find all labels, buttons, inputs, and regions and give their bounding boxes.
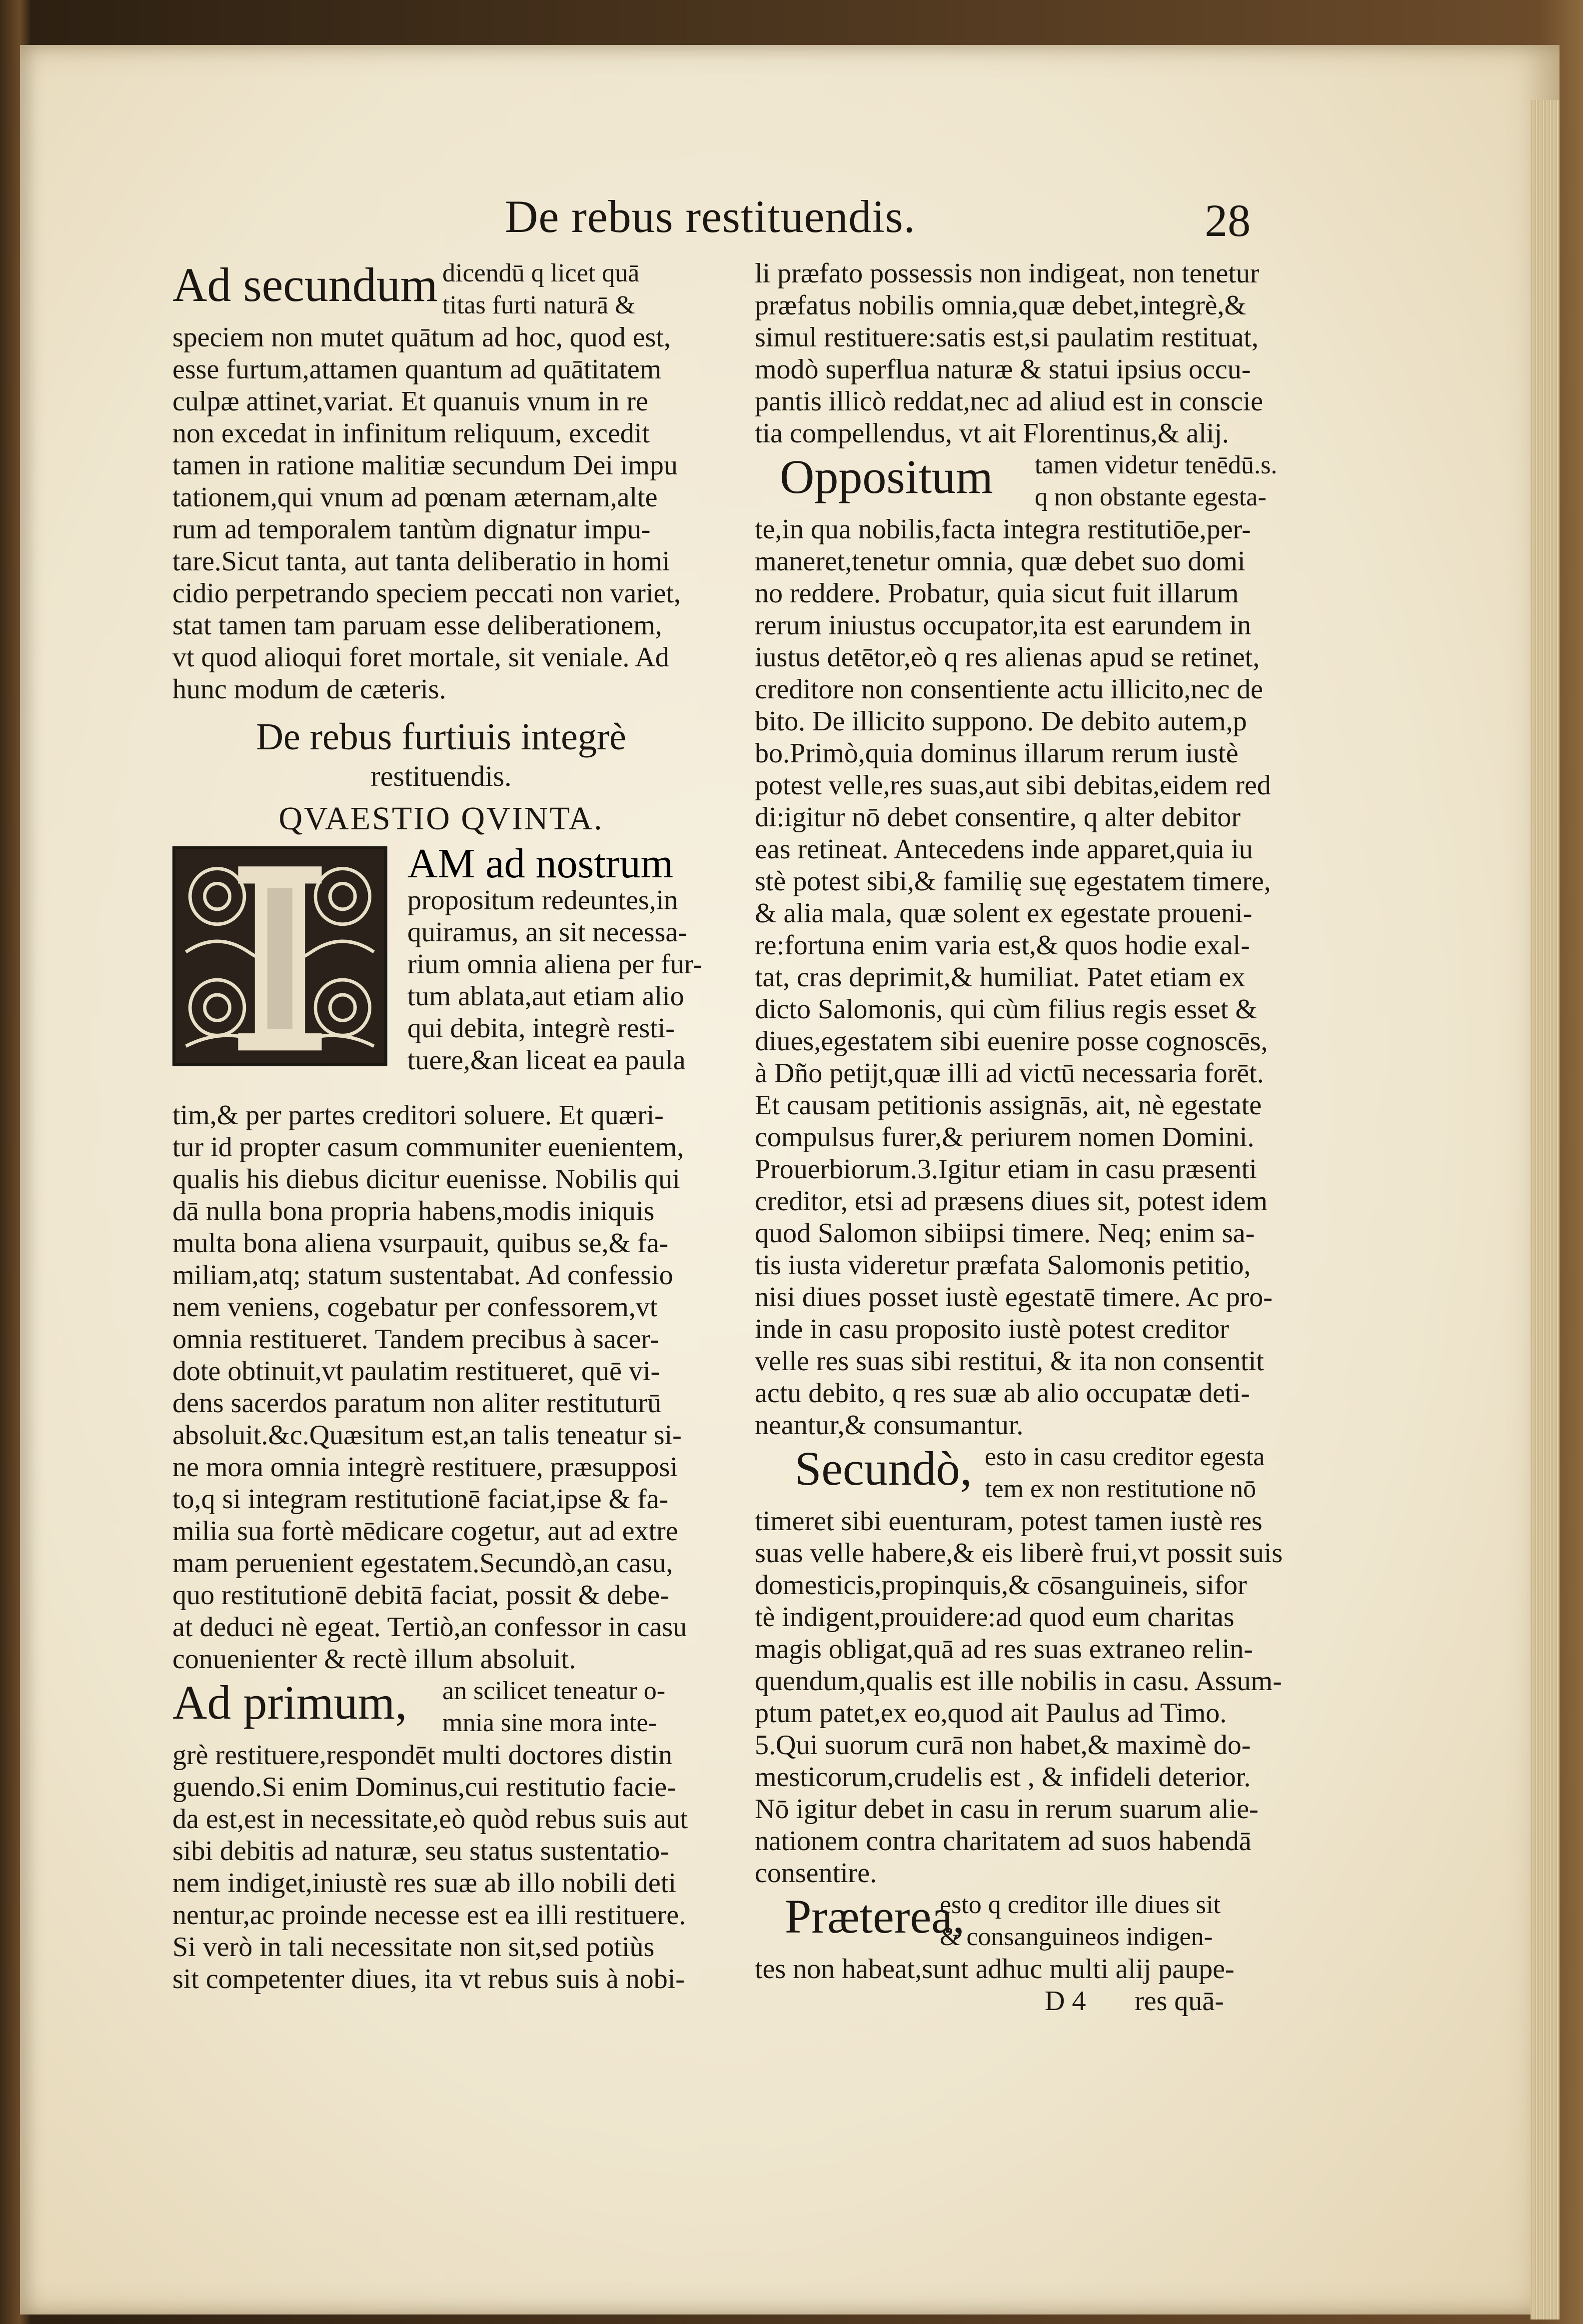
text-line: creditore non consentiente actu illicito,nec de — [755, 674, 1263, 705]
text-line: velle res suas sibi restitui, & ita non consentit — [755, 1346, 1264, 1377]
text-line: absoluit.&c.Quæsitum est,an talis teneatur si- — [172, 1420, 682, 1451]
text-line: quiramus, an sit necessa- — [407, 917, 687, 948]
text-line: inde in casu proposito iustè potest creditor — [755, 1314, 1229, 1345]
text-line: potest velle,res suas,aut sibi debitas,eidem red — [755, 770, 1271, 801]
text-line: guendo.Si enim Dominus,cui restitutio facie- — [172, 1772, 676, 1803]
text-line: compulsus furer,& periurem nomen Domini. — [755, 1122, 1255, 1153]
text-line: mnia sine mora inte- — [442, 1709, 657, 1737]
text-line: cidio perpetrando speciem peccati non variet, — [172, 578, 681, 609]
text-line: esse furtum,attamen quantum ad quātitatem — [172, 354, 662, 385]
text-line: dote obtinuit,vt paulatim restitueret, quē vi- — [172, 1356, 660, 1387]
paragraph — [755, 257, 1295, 449]
text-line: at deduci nè egeat. Tertiò,an confessor in casu — [172, 1612, 687, 1643]
paragraph — [172, 1739, 710, 1995]
text-line: tia compellendus, vt ait Florentinus,& alij. — [755, 418, 1229, 449]
text-line: esto in casu creditor egesta — [985, 1443, 1265, 1471]
paragraph — [172, 1099, 710, 1675]
text-line: pantis illicò reddat,nec ad aliud est in conscie — [755, 386, 1263, 417]
text-line: stè potest sibi,& familię suę egestatem timere, — [755, 866, 1271, 897]
text-line: maneret,tenetur omnia, quæ debet suo domi — [755, 546, 1246, 577]
text-line: dā nulla bona propria habens,modis iniquis — [172, 1196, 655, 1227]
section-heading: De rebus furtiuis integrè — [256, 716, 626, 758]
text-line: à Dño petijt,quæ illi ad victū necessaria forēt. — [755, 1058, 1264, 1089]
text-line: mesticorum,crudelis est , & infideli deterior. — [755, 1762, 1251, 1793]
text-line: dicto Salomonis, qui cùm filius regis esset & — [755, 994, 1257, 1025]
text-line: te,in qua nobilis,facta integra restitutiōe,per- — [755, 514, 1251, 545]
decorated-initial-i-icon — [172, 846, 387, 1066]
text-line: diues,egestatem sibi euenire posse cognoscēs, — [755, 1026, 1268, 1057]
text-line: creditor, etsi ad præsens diues sit, potest idem — [755, 1186, 1268, 1217]
text-line: Prouerbiorum.3.Igitur etiam in casu præsenti — [755, 1154, 1257, 1185]
lead-word: Oppositum — [780, 450, 993, 503]
text-line: tes non habeat,sunt adhuc multi alij paupe- — [755, 1954, 1235, 1985]
text-line: tuere,&an liceat ea paula — [407, 1045, 686, 1076]
signature-mark: D 4 — [1045, 1986, 1086, 2017]
initial-adjacent-text — [407, 840, 712, 1076]
text-line: omnia restitueret. Tandem precibus à sacer- — [172, 1324, 659, 1355]
text-line: nationem contra charitatem ad suos habendā — [755, 1826, 1252, 1857]
paragraph-lead-row — [172, 1675, 710, 1739]
section-subheading: restituendis. — [370, 760, 512, 792]
paragraph-lead-row — [172, 257, 710, 321]
text-line: tum ablata,aut etiam alio — [407, 981, 684, 1012]
text-line: hunc modum de cæteris. — [172, 674, 446, 705]
page-edges — [1531, 100, 1560, 2320]
text-line: conuenienter & rectè illum absoluit. — [172, 1644, 576, 1675]
text-line: li præfato possessis non indigeat, non tenetur — [755, 258, 1260, 289]
text-line: tamen in ratione malitiæ secundum Dei impu — [172, 450, 678, 481]
text-line: 5.Qui suorum curā non habet,& maximè do- — [755, 1730, 1251, 1761]
lead-side-text — [940, 1889, 1221, 1953]
folio-number: 28 — [1205, 195, 1251, 246]
paragraph-lead-row — [755, 1441, 1295, 1505]
text-line: neantur,& consumantur. — [755, 1410, 1024, 1441]
text-line: stat tamen tam paruam esse deliberationem, — [172, 610, 662, 641]
lead-word: Secundò, — [795, 1442, 972, 1495]
text-line: speciem non mutet quātum ad hoc, quod est, — [172, 322, 671, 353]
text-line: AM ad nostrum — [407, 840, 673, 887]
text-line: & consanguineos indigen- — [940, 1923, 1213, 1951]
text-line: modò superflua naturæ & statui ipsius occu- — [755, 354, 1251, 385]
text-line: non excedat in infinitum reliquum, excedit — [172, 418, 650, 449]
text-line: qualis his diebus dicitur euenisse. Nobilis qui — [172, 1164, 680, 1195]
paragraph — [755, 513, 1295, 1441]
text-line: tat, cras deprimit,& humiliat. Patet etiam ex — [755, 962, 1246, 993]
text-line: propositum redeuntes,in — [407, 885, 678, 916]
text-line: actu debito, q res suæ ab alio occupatæ deti- — [755, 1378, 1250, 1409]
text-line: titas furti naturā & — [442, 291, 635, 319]
text-line: rium omnia aliena per fur- — [407, 949, 702, 980]
text-line: nem veniens, cogebatur per confessorem,vt — [172, 1292, 658, 1323]
text-line: rum ad temporalem tantùm dignatur impu- — [172, 514, 651, 545]
text-line: mam peruenient egestatem.Secundò,an casu, — [172, 1548, 673, 1579]
text-line: consentire. — [755, 1858, 877, 1889]
text-line: iustus detētor,eò q res alienas apud se retinet, — [755, 642, 1260, 673]
text-line: sit competenter diues, ita vt rebus suis à nobi- — [172, 1964, 685, 1995]
text-line: q non obstante egesta- — [1035, 483, 1267, 511]
text-line: sibi debitis ad naturæ, seu status sustentatio- — [172, 1836, 669, 1867]
lead-side-text — [442, 257, 639, 321]
text-line: nisi diues posset iustè egestatē timere. Ac pro- — [755, 1282, 1273, 1313]
right-column — [755, 257, 1295, 2017]
text-line: da est,est in necessitate,eò quòd rebus suis aut — [172, 1804, 688, 1835]
text-line: grè restituere,respondēt multi doctores distin — [172, 1740, 672, 1771]
running-head: De rebus restituendis. — [505, 191, 916, 242]
text-line: Nō igitur debet in casu in rerum suarum alie- — [755, 1794, 1259, 1825]
text-line: culpæ attinet,variat. Et quanuis vnum in re — [172, 386, 648, 417]
text-line: re:fortuna enim varia est,& quos hodie exal- — [755, 930, 1250, 961]
lead-word: Præterea, — [785, 1890, 965, 1943]
text-line: & alia mala, quæ solent ex egestate proueni- — [755, 898, 1253, 929]
paragraph-lead-row — [755, 1889, 1295, 1953]
text-line: vt quod alioqui foret mortale, sit veniale. Ad — [172, 642, 669, 673]
text-line: eas retineat. Antecedens inde apparet,quia iu — [755, 834, 1253, 865]
text-line: præfatus nobilis omnia,quæ debet,integrè,& — [755, 290, 1246, 321]
text-line: nem indiget,iniustè res suæ ab illo nobili deti — [172, 1868, 676, 1899]
text-line: simul restituere:satis est,si paulatim restituat, — [755, 322, 1259, 353]
text-line: magis obligat,quā ad res suas extraneo relin- — [755, 1634, 1253, 1665]
text-line: quendum,qualis est ille nobilis in casu. Assum- — [755, 1666, 1282, 1697]
text-line: bito. De illicito suppono. De debito autem,p — [755, 706, 1247, 737]
text-line: esto q creditor ille diues sit — [940, 1891, 1221, 1919]
left-column — [172, 257, 710, 1995]
text-line: tamen videtur tenēdū.s. — [1035, 451, 1278, 479]
lead-side-text — [985, 1441, 1265, 1505]
text-line: tur id propter casum communiter euenientem, — [172, 1132, 684, 1163]
initial-paragraph-block — [172, 840, 710, 1099]
text-line: to,q si integram restitutionē faciat,ipse & fa- — [172, 1484, 669, 1515]
text-line: tim,& per partes creditori soluere. Et quæri- — [172, 1100, 664, 1131]
text-line: tis iusta videretur præfata Salomonis petitio, — [755, 1250, 1251, 1281]
text-line: quod Salomon sibiipsi timere. Neq; enim sa- — [755, 1218, 1255, 1249]
paragraph — [755, 1505, 1295, 1889]
lead-word: Ad primum, — [172, 1676, 407, 1729]
text-line: Et causam petitionis assignās, ait, nè egestate — [755, 1090, 1262, 1121]
text-line: nentur,ac proinde necesse est ea illi restituere. — [172, 1900, 686, 1931]
page-footer — [755, 1985, 1295, 2017]
text-line: tem ex non restitutione nō — [985, 1475, 1257, 1503]
text-line: suas velle habere,& eis liberè frui,vt possit suis — [755, 1538, 1283, 1569]
paragraph-lead-row — [755, 449, 1295, 513]
text-line: quo restitutionē debitā faciat, possit & debe- — [172, 1580, 669, 1611]
catchword: res quā- — [1135, 1986, 1224, 2017]
lead-side-text — [1035, 449, 1277, 513]
text-line: ne mora omnia integrè restituere, præsupposi — [172, 1452, 678, 1483]
text-line: tè indigent,prouidere:ad quod eum charitas — [755, 1602, 1235, 1633]
text-line: rerum iniustus occupator,ita est earundem in — [755, 610, 1252, 641]
text-line: qui debita, integrè resti- — [407, 1013, 675, 1044]
lead-side-text — [442, 1675, 665, 1739]
text-line: multa bona aliena vsurpauit, quibus se,& fa- — [172, 1228, 669, 1259]
text-line: Si verò in tali necessitate non sit,sed potiùs — [172, 1932, 655, 1963]
text-line: domesticis,propinquis,& cōsanguineis, sifor — [755, 1570, 1247, 1601]
paragraph — [172, 321, 710, 705]
text-line: timeret sibi euenturam, potest tamen iustè res — [755, 1506, 1263, 1537]
text-line: ptum patet,ex eo,quod ait Paulus ad Timo. — [755, 1698, 1227, 1729]
text-line: tare.Sicut tanta, aut tanta deliberatio in homi — [172, 546, 670, 577]
text-line: dicendū q licet quā — [442, 259, 640, 287]
lead-word: Ad secundum — [172, 258, 438, 311]
quaestio-heading: QVAESTIO QVINTA. — [278, 800, 604, 837]
text-line: miliam,atq; statum sustentabat. Ad confessio — [172, 1260, 673, 1291]
text-line: di:igitur nō debet consentire, q alter debitor — [755, 802, 1241, 833]
text-line: milia sua fortè mēdicare cogetur, aut ad extre — [172, 1516, 678, 1547]
text-line: no reddere. Probatur, quia sicut fuit illarum — [755, 578, 1239, 609]
text-line: dens sacerdos paratum non aliter restituturū — [172, 1388, 662, 1419]
text-line: tationem,qui vnum ad pœnam æternam,alte — [172, 482, 658, 513]
text-line: bo.Primò,quia dominus illarum rerum iustè — [755, 738, 1239, 769]
paragraph — [755, 1953, 1295, 1985]
text-line: an scilicet teneatur o- — [442, 1677, 666, 1705]
